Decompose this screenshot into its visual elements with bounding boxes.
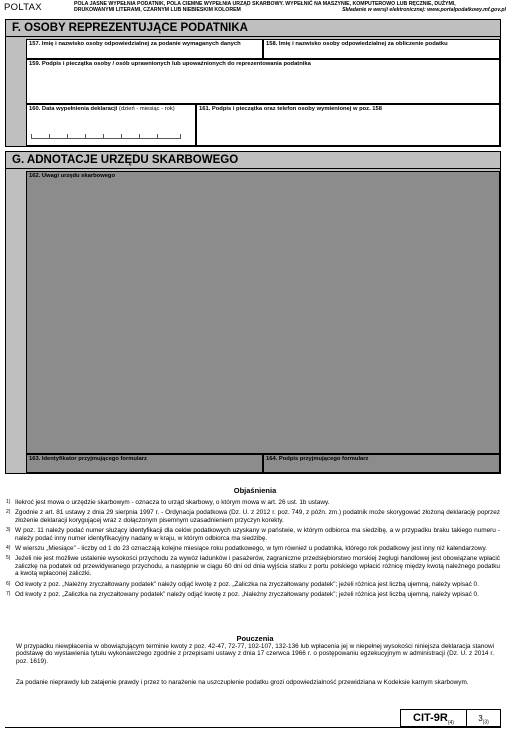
instructions-title: Pouczenia: [236, 634, 274, 643]
explanation-text: Zgodnie z art. 81 ustawy z dnia 29 sierpnia 1997 r. - Ordynacja podatkowa (Dz. U. z 2012 r. poz. 749, z późn. zm.) podatnik może skorygować złożoną deklarację poprzez złożenie deklaracji korygującej wraz z dołączonym pisemnym uzasadnieniem przyczyn korekty.: [15, 509, 500, 524]
form-footer: [400, 709, 501, 727]
field-157[interactable]: [26, 39, 263, 59]
field-159-label: 159. Podpis i pieczątka osoby / osób uprawnionych lub upoważnionych do reprezentowania podatnika: [29, 61, 311, 67]
header-note-line2-text: DRUKOWANYMI LITERAMI, CZARNYM LUB NIEBIESKIM KOLOREM: [74, 7, 241, 14]
explanation-text: W poz. 11 należy podać numer służący identyfikacji dla celów podatkowych uzyskany w państwie, w którym odbiorca ma siedzibę, a w przypadku braku takiego numeru - należy podać inny numer identyfikacyjny nadany w kraju, w którym odbiorca ma siedzibę.: [15, 527, 500, 542]
field-164-label: 164. Podpis przyjmującego formularz: [266, 456, 369, 462]
explanation-item: [6, 499, 500, 506]
liability-note: Za podanie nieprawdy lub zatajenie prawdy i przez to narażenie na uszczuplenie podatku grozi odpowiedzialność przewidziana w Kodeksie karnym skarbowym.: [16, 679, 469, 686]
form-code-text: CIT-9R: [413, 712, 448, 724]
explanation-num: 6): [6, 580, 11, 587]
brand-logo: POLTAX: [4, 2, 42, 13]
explanation-num: 3): [6, 527, 11, 534]
header-instructions: [74, 1, 506, 14]
explanation-item: [6, 555, 500, 577]
explanation-num: 2): [6, 509, 11, 516]
page-number: [467, 710, 500, 726]
explanation-text: W wierszu „Miesiące” - liczby od 1 do 23 oznaczają kolejne miesiące roku podatkowego, w tym również u podatnika, którego rok podatkowy jest inny niż kalendarzowy.: [15, 545, 487, 553]
header-note-line2: [74, 7, 506, 13]
field-160-hint: (dzień - miesiąc - rok): [118, 106, 175, 112]
field-158[interactable]: [263, 39, 500, 59]
explanation-text: Ilekroć jest mowa o urzędzie skarbowym - oznacza to urząd skarbowy, o którym mowa w art. 26 ust. 1b ustawy.: [15, 499, 330, 506]
explanation-item: [6, 527, 500, 542]
field-160-label: 160. Data wypełnienia deklaracji: [29, 106, 118, 112]
instructions-text: W przypadku niewpłacenia w obowiązującym terminie kwoty z poz. 42-47, 72-77, 102-107, 132-136 lub wpłacenia jej w niepełnej wysokości niniejsza deklaracja stanowi podstawę do wystawienia tytułu wykonawczego zgodnie z przepisami ustawy z dnia 17 czerwca 1966 r. o postępowaniu egzekucyjnym w administracji (Dz. U. z 2014 r. poz. 1619).: [16, 643, 494, 665]
form-version: (4): [447, 720, 454, 727]
field-162: [26, 171, 500, 454]
explanation-text: Od kwoty z poz. „Zaliczka na zryczałtowany podatek” należy odjąć kwotę z poz. „Należny zryczałtowany podatek”; jeżeli różnica jest liczbą ujemną, należy wpisać 0.: [15, 591, 479, 599]
section-f-title: F. OSOBY REPREZENTUJĄCE PODATNIKA: [6, 20, 500, 37]
explanation-text: Od kwoty z poz. „Należny zryczałtowany podatek” należy odjąć kwotę z poz. „Zaliczka na zryczałtowany podatek”; jeżeli różnica jest liczbą ujemną, należy wpisać 0.: [15, 580, 479, 588]
field-161[interactable]: [196, 104, 500, 146]
section-g: [5, 151, 501, 474]
header-note-line1: POLA JASNE WYPEŁNIA PODATNIK, POLA CIEMNE WYPEŁNIA URZĄD SKARBOWY. WYPEŁNIĆ NA MASZYNIE, KOMPUTEROWO LUB RĘCZNIE, DUŻYMI,: [74, 1, 456, 7]
field-163-label: 163. Identyfikator przyjmującego formularz: [29, 456, 147, 462]
form-code: [401, 710, 467, 726]
explanation-text: Jeżeli nie jest możliwe ustalenie wysokości przychodu za wywóz ładunków i pasażerów, zagraniczne przedsiębiorstwo morskiej żeglugi handlowej jest obowiązane wpłacić zaliczkę na podatek od przewidywanego przychodu, a następnie w ciągu 60 dni od dnia wyjścia statku z portu polskiego wpłacić różnicę między kwotą należnego podatku a kwotą wpłaconej zaliczki.: [15, 555, 500, 578]
date-entry-line: [31, 133, 181, 139]
explanation-num: 5): [6, 555, 11, 562]
header-electronic-link[interactable]: Składanie w wersji elektronicznej: www.portalpodatkowy.mf.gov.pl: [342, 7, 506, 14]
field-161-label: 161. Podpis i pieczątka oraz telefon osoby wymienionej w poz. 158: [199, 106, 382, 112]
field-162-label: 162. Uwagi urzędu skarbowego: [29, 173, 116, 179]
explanation-num: 1): [6, 499, 11, 505]
explanation-num: 7): [6, 591, 11, 598]
explanation-item: [6, 509, 500, 524]
field-158-label: 158. Imię i nazwisko osoby odpowiedzialnej za obliczenie podatku: [266, 41, 448, 47]
section-g-title: G. ADNOTACJE URZĘDU SKARBOWEGO: [6, 152, 500, 169]
explanation-num: 4): [6, 545, 11, 552]
field-160[interactable]: [26, 104, 196, 146]
explanation-item: [6, 591, 500, 598]
field-159[interactable]: [26, 59, 500, 104]
bottom-rule: [5, 727, 501, 728]
explanations-title: Objaśnienia: [233, 486, 277, 495]
section-f: [5, 19, 501, 147]
field-157-label: 157. Imię i nazwisko osoby odpowiedzialnej za podanie wymaganych danych: [29, 41, 241, 47]
page-current: 3: [478, 714, 483, 723]
field-164: [263, 454, 500, 473]
explanation-item: [6, 545, 500, 552]
page-total: (3): [482, 719, 489, 726]
field-163: [26, 454, 263, 473]
explanation-item: [6, 581, 500, 588]
explanations-list: [6, 499, 500, 601]
